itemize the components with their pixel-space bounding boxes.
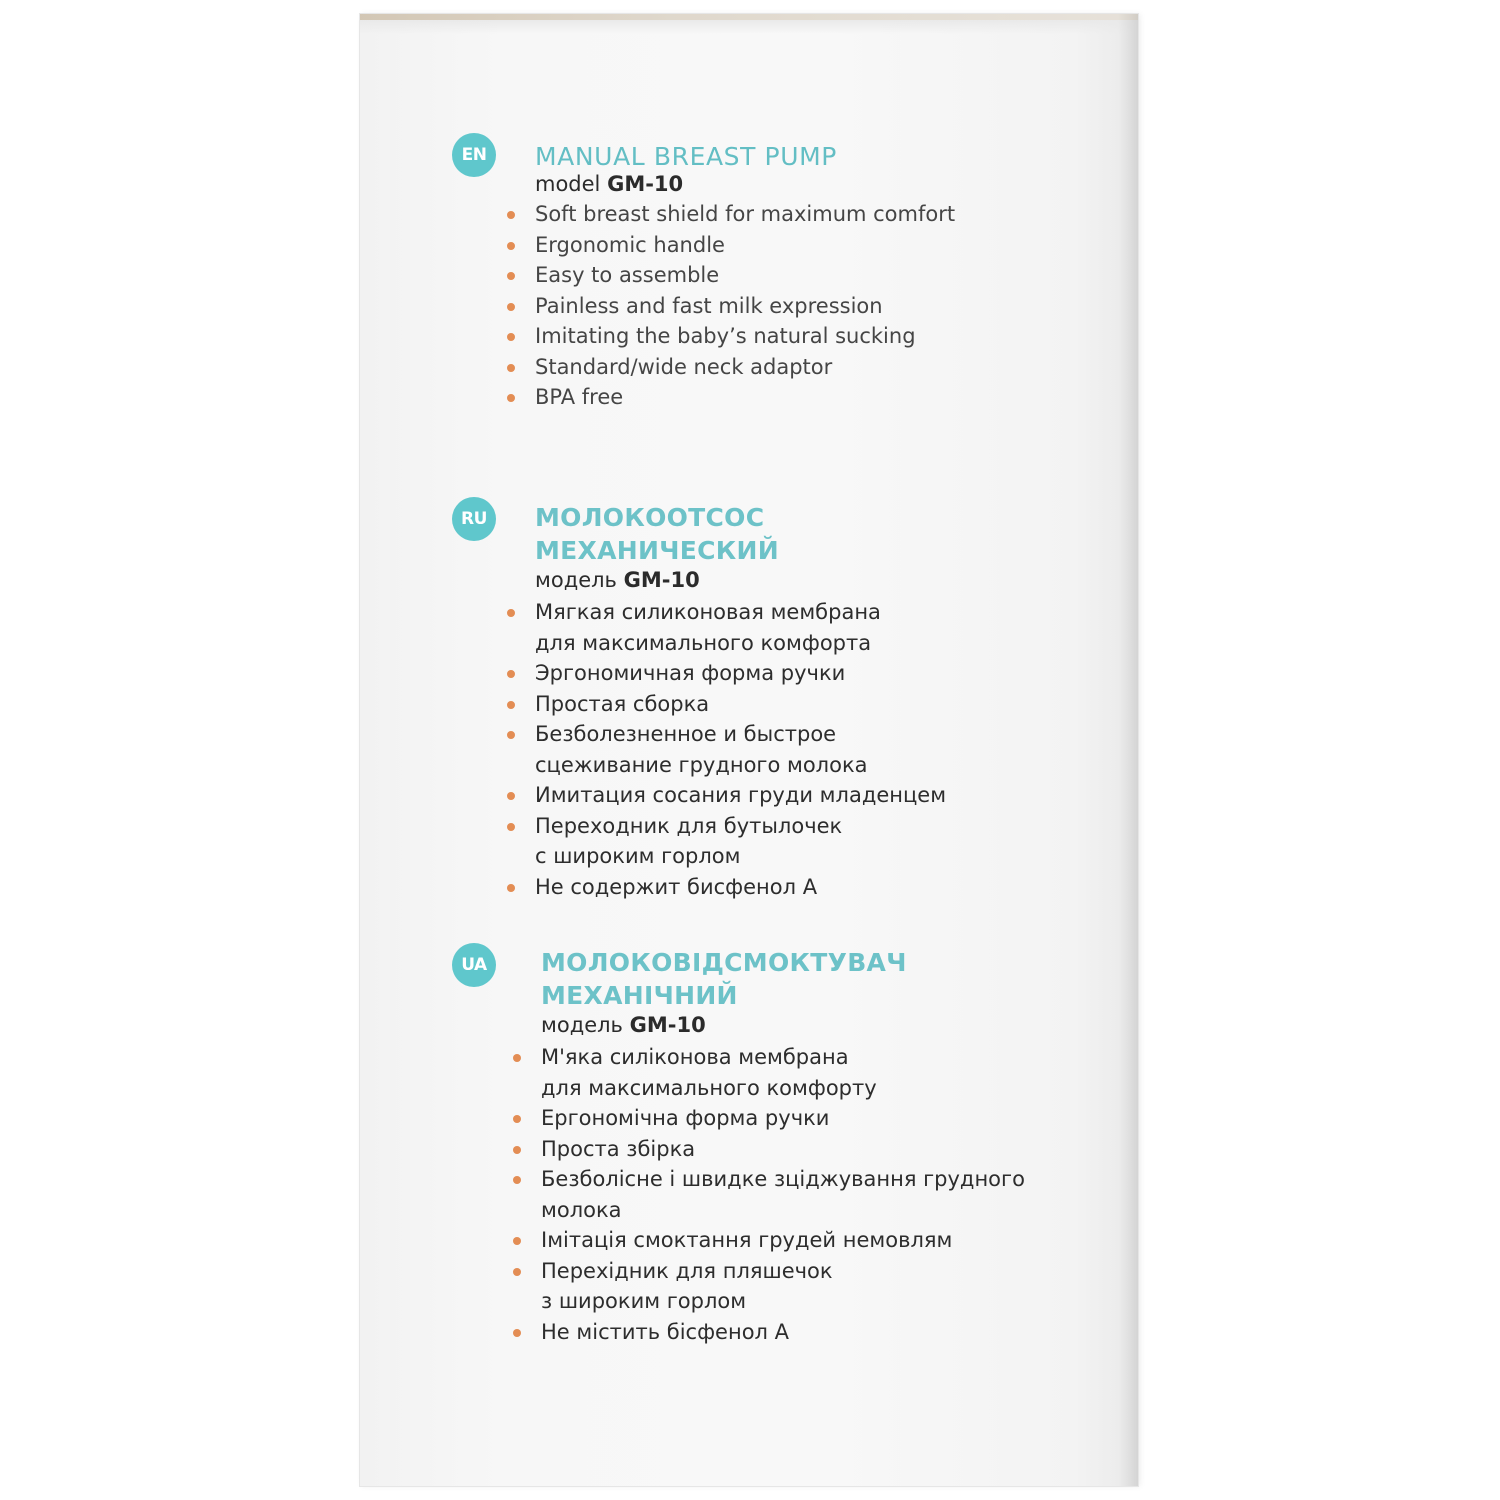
bullet-dot xyxy=(507,884,515,892)
bullet-dot xyxy=(507,303,515,311)
feature-text-continued: для максимального комфорта xyxy=(535,630,872,655)
feature-text: Soft breast shield for maximum comfort xyxy=(535,202,956,226)
language-badge-ua: UA xyxy=(452,943,496,987)
bullet-dot xyxy=(507,701,515,709)
title-line: МЕХАНІЧНИЙ xyxy=(541,981,738,1010)
feature-text-continued: молока xyxy=(541,1197,622,1222)
bullet-dot xyxy=(507,609,515,617)
feature-item xyxy=(535,382,955,413)
bullet-dot xyxy=(513,1146,521,1154)
feature-item xyxy=(535,352,955,383)
product-title-en xyxy=(535,140,837,173)
feature-list-en xyxy=(535,199,955,413)
feature-list-ru xyxy=(535,597,946,902)
feature-item xyxy=(535,872,946,903)
feature-item xyxy=(541,1042,1025,1103)
feature-text: Перехідник для пляшечок xyxy=(541,1258,833,1283)
feature-item xyxy=(535,230,955,261)
feature-item xyxy=(535,291,955,322)
bullet-dot xyxy=(507,364,515,372)
model-code: GM-10 xyxy=(629,1013,706,1037)
product-title-ru xyxy=(535,501,779,567)
feature-text-continued: с широким горлом xyxy=(535,844,741,868)
model-line-ua xyxy=(541,1011,706,1039)
feature-text: Не содержит бисфенол А xyxy=(535,874,818,899)
bullet-dot xyxy=(507,823,515,831)
feature-item xyxy=(541,1256,1025,1317)
feature-text: Standard/wide neck adaptor xyxy=(535,354,833,379)
feature-item xyxy=(535,199,955,230)
title-line: МОЛОКОВІДСМОКТУВАЧ xyxy=(541,948,907,977)
feature-item xyxy=(541,1225,1025,1256)
model-code: GM-10 xyxy=(607,172,684,196)
feature-text: Проста збірка xyxy=(541,1136,696,1161)
bullet-dot xyxy=(513,1268,521,1276)
feature-item xyxy=(535,811,946,872)
bullet-dot xyxy=(507,670,515,678)
feature-item xyxy=(535,780,946,811)
model-line-ru xyxy=(535,566,700,594)
feature-item xyxy=(541,1103,1025,1134)
feature-text: Мягкая силиконовая мембрана xyxy=(535,600,881,624)
model-prefix: модель xyxy=(535,568,617,592)
language-badge-ru: RU xyxy=(452,497,496,541)
feature-item xyxy=(535,719,946,780)
feature-text-continued: для максимального комфорту xyxy=(541,1075,877,1100)
bullet-dot xyxy=(513,1054,521,1062)
box-right-edge xyxy=(1118,14,1138,1486)
model-prefix: model xyxy=(535,172,601,196)
box-top-fold xyxy=(360,20,1138,34)
feature-text: Painless and fast milk expression xyxy=(535,293,883,318)
product-title-ua xyxy=(541,946,907,1012)
bullet-dot xyxy=(507,394,515,402)
feature-text: М'яка силіконова мембрана xyxy=(541,1045,849,1069)
bullet-dot xyxy=(507,242,515,250)
feature-text: Переходник для бутылочек xyxy=(535,813,843,838)
bullet-dot xyxy=(513,1115,521,1123)
feature-text: Имитация сосания груди младенцем xyxy=(535,783,947,807)
feature-text: Простая сборка xyxy=(535,691,710,716)
model-prefix: модель xyxy=(541,1013,623,1037)
model-code: GM-10 xyxy=(623,568,700,592)
feature-text: Ergonomic handle xyxy=(535,232,725,257)
feature-text: Безболісне і швидке зціджування грудного xyxy=(541,1167,1025,1191)
feature-text: BPA free xyxy=(535,385,624,409)
language-badge-en: EN xyxy=(452,133,496,177)
bullet-dot xyxy=(507,272,515,280)
title-line: МЕХАНИЧЕСКИЙ xyxy=(535,536,779,565)
feature-text: Imitating the baby’s natural sucking xyxy=(535,324,916,348)
feature-item xyxy=(535,658,946,689)
feature-item xyxy=(535,689,946,720)
bullet-dot xyxy=(507,731,515,739)
feature-item xyxy=(535,321,955,352)
title-line: МОЛОКООТСОС xyxy=(535,503,765,532)
feature-text: Ергономічна форма ручки xyxy=(541,1106,830,1130)
feature-item xyxy=(535,260,955,291)
title-line: MANUAL BREAST PUMP xyxy=(535,142,837,171)
bullet-dot xyxy=(513,1176,521,1184)
feature-list-ua xyxy=(541,1042,1025,1347)
feature-text: Імітація смоктання грудей немовлям xyxy=(541,1228,953,1252)
feature-text-continued: з широким горлом xyxy=(541,1289,747,1313)
bullet-dot xyxy=(513,1329,521,1337)
model-line-en xyxy=(535,170,683,198)
feature-text: Эргономичная форма ручки xyxy=(535,661,846,685)
feature-text: Не містить бісфенол А xyxy=(541,1319,790,1344)
feature-item xyxy=(535,597,946,658)
feature-text: Easy to assemble xyxy=(535,263,720,287)
feature-item xyxy=(541,1317,1025,1348)
bullet-dot xyxy=(507,211,515,219)
bullet-dot xyxy=(507,792,515,800)
bullet-dot xyxy=(513,1237,521,1245)
feature-item xyxy=(541,1164,1025,1225)
feature-text: Безболезненное и быстрое xyxy=(535,722,837,746)
bullet-dot xyxy=(507,333,515,341)
feature-text-continued: сцеживание грудного молока xyxy=(535,752,868,777)
feature-item xyxy=(541,1134,1025,1165)
